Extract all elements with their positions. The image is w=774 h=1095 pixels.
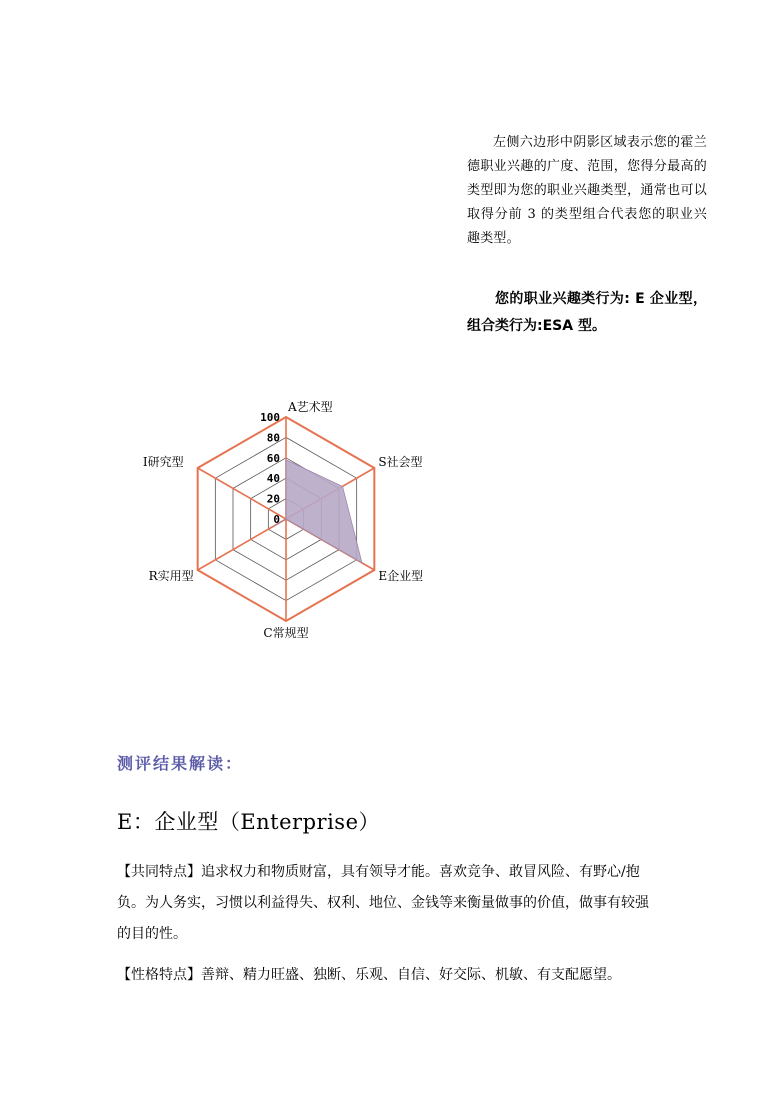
section-title: 测评结果解读： — [117, 754, 244, 773]
radar-tick-label: 40 — [266, 472, 280, 486]
radar-axis-labels — [143, 399, 423, 640]
radar-axis-label: A艺术型 — [288, 400, 333, 414]
radar-chart — [100, 395, 460, 640]
radar-axis-label: R实用型 — [148, 569, 194, 583]
radar-tick-label: 0 — [273, 513, 280, 526]
radar-ticks — [260, 411, 280, 526]
radar-axis-label: S社会型 — [378, 455, 423, 469]
radar-axis-label: I研究型 — [142, 455, 184, 469]
radar-axis-label: E企业型 — [378, 569, 424, 583]
radar-data-area — [274, 460, 362, 563]
radar-area-group — [274, 460, 362, 563]
radar-tick-label: 80 — [266, 431, 280, 445]
intro-note — [467, 131, 707, 251]
personality-traits-paragraph: 【性格特点】善辩、精力旺盛、独断、乐观、自信、好交际、机敏、有支配愿望。 — [117, 967, 621, 983]
type-heading: E：企业型（Enterprise） — [117, 810, 380, 834]
radar-axis-label: C常规型 — [263, 626, 309, 640]
result-statement: 您的职业兴趣类行为: E 企业型，组合类行为:ESA 型。 — [467, 291, 707, 334]
intro-text: 左侧六边形中阴影区域表示您的霍兰德职业兴趣的广度、范围，您得分最高的类型即为您的职业兴趣类型，通常也可以取得分前 3 的类型组合代表您的职业兴趣类型。 — [467, 135, 707, 246]
radar-tick-label: 20 — [266, 492, 280, 506]
radar-tick-label: 60 — [266, 451, 280, 465]
common-traits-paragraph: 【共同特点】追求权力和物质财富，具有领导才能。喜欢竞争、敢冒风险、有野心/抱负。为人务实，习惯以利益得失、权利、地位、金钱等来衡量做事的价值，做事有较强的目的性。 — [117, 864, 649, 942]
radar-spoke — [198, 519, 286, 570]
radar-tick-label: 100 — [260, 411, 280, 424]
